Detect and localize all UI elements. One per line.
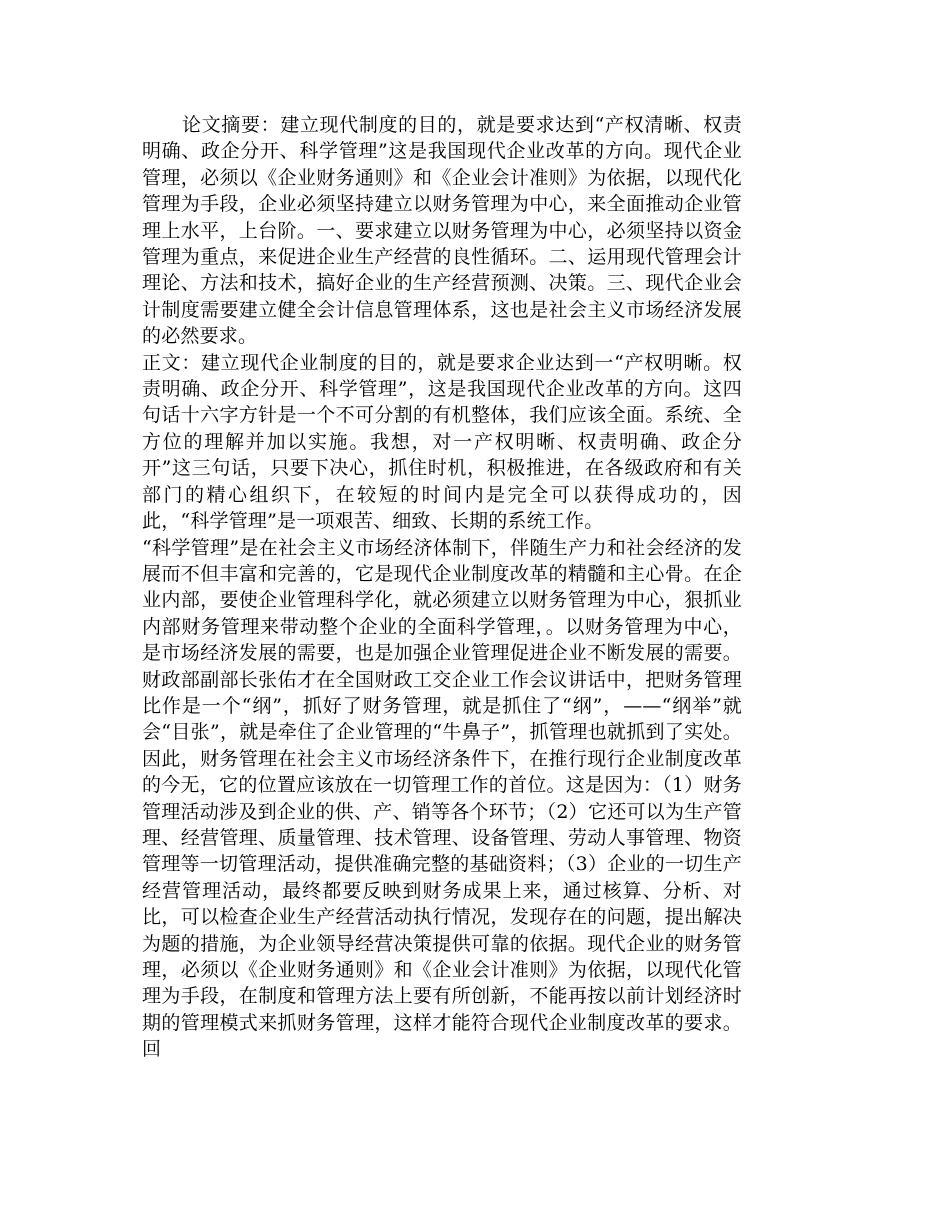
abstract-paragraph: 论文摘要：建立现代制度的目的，就是要求达到“产权清晰、权责明确、政企分开、科学管理”这是我国现代企业改革的方向。现代企业管理，必须以《企业财务通则》和《企业会计准则》为依据，以现代化管理为手段，企业必须坚持建立以财务管理为中心，来全面推动企业管理上水平，上台阶。一、要求建立以财务管理为中心，必须坚持以资金管理为重点，来促进企业生产经营的良性循环。二、运用现代管理会计理论、方法和技术，搞好企业的生产经营预测、决策。三、现代企业会计制度需要建立健全会计信息管理体系，这也是社会主义市场经济发展的必然要求。 — [142, 114, 742, 348]
body-paragraph: “科学管理”是在社会主义市场经济体制下，伴随生产力和社会经济的发展而不但丰富和完善的，它是现代企业制度改革的精髓和主心骨。在企业内部，要使企业管理科学化，就必须建立以财务管理为中心，狠抓业内部财务管理来带动整个企业的全面科学管理，。以财务管理为中心，是市场经济发展的需要，也是加强企业管理促进企业不断发展的需要。财政部副部长张佑才在全国财政工交企业工作会议讲话中，把财务管理比作是一个“纲”，抓好了财务管理，就是抓住了“纲”，——“纲举”就会“目张”，就是牵住了企业管理的“牛鼻子”，抓管理也就抓到了实处。因此，财务管理在社会主义市场经济条件下，在推行现行企业制度改革的今无，它的位置应该放在一切管理工作的首位。这是因为：（1）财务管理活动涉及到企业的供、产、销等各个环节；（2）它还可以为生产管理、经营管理、质量管理、技术管理、设备管理、劳动人事管理、物资管理等一切管理活动，提供准确完整的基础资料；（3）企业的一切生产经营管理活动，最终都要反映到财务成果上来，通过核算、分析、对比，可以检查企业生产经营活动执行情况，发现存在的问题，提出解决为题的措施，为企业领导经营决策提供可靠的依据。现代企业的财务管理，必须以《企业财务通则》和《企业会计准则》为依据，以现代化管理为手段，在制度和管理方法上要有所创新，不能再按以前计划经济时期的管理模式来抓财务管理，这样才能符合现代企业制度改革的要求。回 — [142, 536, 742, 1061]
document-body — [142, 112, 742, 1063]
body-paragraph: 正文：建立现代企业制度的目的，就是要求企业达到一“产权明晰。权责明确、政企分开、科学管理”，这是我国现代企业改革的方向。这四句话十六字方针是一个不可分割的有机整体，我们应该全面。系统、全方位的理解并加以实施。我想，对一产权明晰、权责明确、政企分开”这三句话，只要下决心，抓住时机，积极推进，在各级政府和有关部门的精心组织下，在较短的时间内是完全可以获得成功的，因此，“科学管理”是一项艰苦、细致、长期的系统工作。 — [142, 351, 742, 533]
